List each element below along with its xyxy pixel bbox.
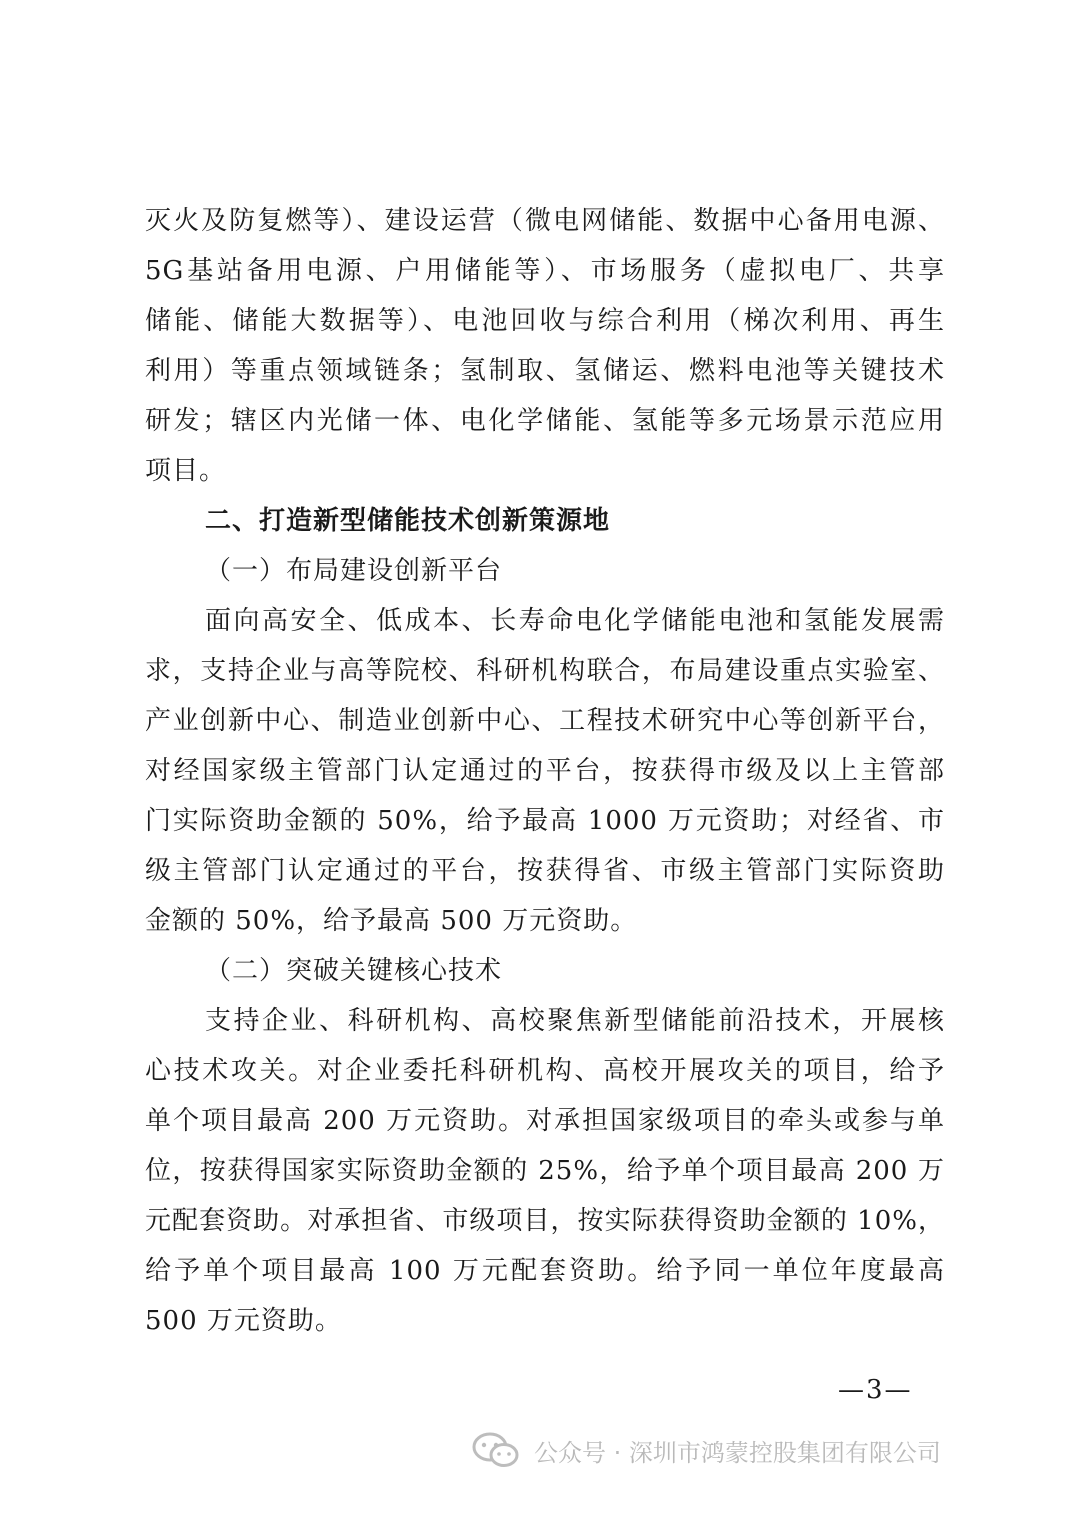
paragraph2-line-7: 金额的 50%，给予最高 500 万元资助。	[145, 906, 638, 936]
section-heading: 二、打造新型储能技术创新策源地	[205, 506, 611, 536]
paragraph1-line-4: 利用）等重点领域链条；氢制取、氢储运、燃料电池等关键技术	[145, 356, 945, 386]
paragraph3-line-7: 500 万元资助。	[145, 1306, 342, 1336]
paragraph2-line-4: 对经国家级主管部门认定通过的平台，按获得市级及以上主管部	[145, 756, 945, 786]
page-number: —3—	[838, 1375, 913, 1405]
paragraph3-line-3: 单个项目最高 200 万元资助。对承担国家级项目的牵头或参与单	[145, 1106, 945, 1136]
paragraph3-line-2: 心技术攻关。对企业委托科研机构、高校开展攻关的项目，给予	[145, 1056, 945, 1086]
paragraph3-line-4: 位，按获得国家实际资助金额的 25%，给予单个项目最高 200 万	[145, 1156, 945, 1186]
paragraph3-line-5: 元配套资助。对承担省、市级项目，按实际获得资助金额的 10%，	[145, 1206, 945, 1236]
paragraph1-line-1: 灭火及防复燃等）、建设运营（微电网储能、数据中心备用电源、	[145, 206, 945, 236]
subsection1-heading: （一）布局建设创新平台	[205, 556, 503, 586]
paragraph1-line-3: 储能、储能大数据等）、电池回收与综合利用（梯次利用、再生	[145, 306, 945, 336]
watermark	[468, 1428, 941, 1472]
paragraph3-line-1: 支持企业、科研机构、高校聚焦新型储能前沿技术，开展核	[205, 1006, 945, 1036]
paragraph2-line-5: 门实际资助金额的 50%，给予最高 1000 万元资助；对经省、市	[145, 806, 945, 836]
paragraph1-line-6: 项目。	[145, 456, 227, 486]
paragraph2-line-3: 产业创新中心、制造业创新中心、工程技术研究中心等创新平台，	[145, 706, 945, 736]
wechat-icon	[468, 1430, 524, 1470]
subsection2-heading: （二）突破关键核心技术	[205, 956, 503, 986]
paragraph1-line-5: 研发；辖区内光储一体、电化学储能、氢能等多元场景示范应用	[145, 406, 945, 436]
paragraph2-line-6: 级主管部门认定通过的平台，按获得省、市级主管部门实际资助	[145, 856, 945, 886]
paragraph2-line-1: 面向高安全、低成本、长寿命电化学储能电池和氢能发展需	[205, 606, 945, 636]
paragraph3-line-6: 给予单个项目最高 100 万元配套资助。给予同一单位年度最高	[145, 1256, 945, 1286]
paragraph1-line-2: 5G基站备用电源、户用储能等）、市场服务（虚拟电厂、共享	[145, 256, 945, 286]
paragraph2-line-2: 求，支持企业与高等院校、科研机构联合，布局建设重点实验室、	[145, 656, 945, 686]
watermark-text: 公众号 · 深圳市鸿蒙控股集团有限公司	[534, 1438, 941, 1467]
